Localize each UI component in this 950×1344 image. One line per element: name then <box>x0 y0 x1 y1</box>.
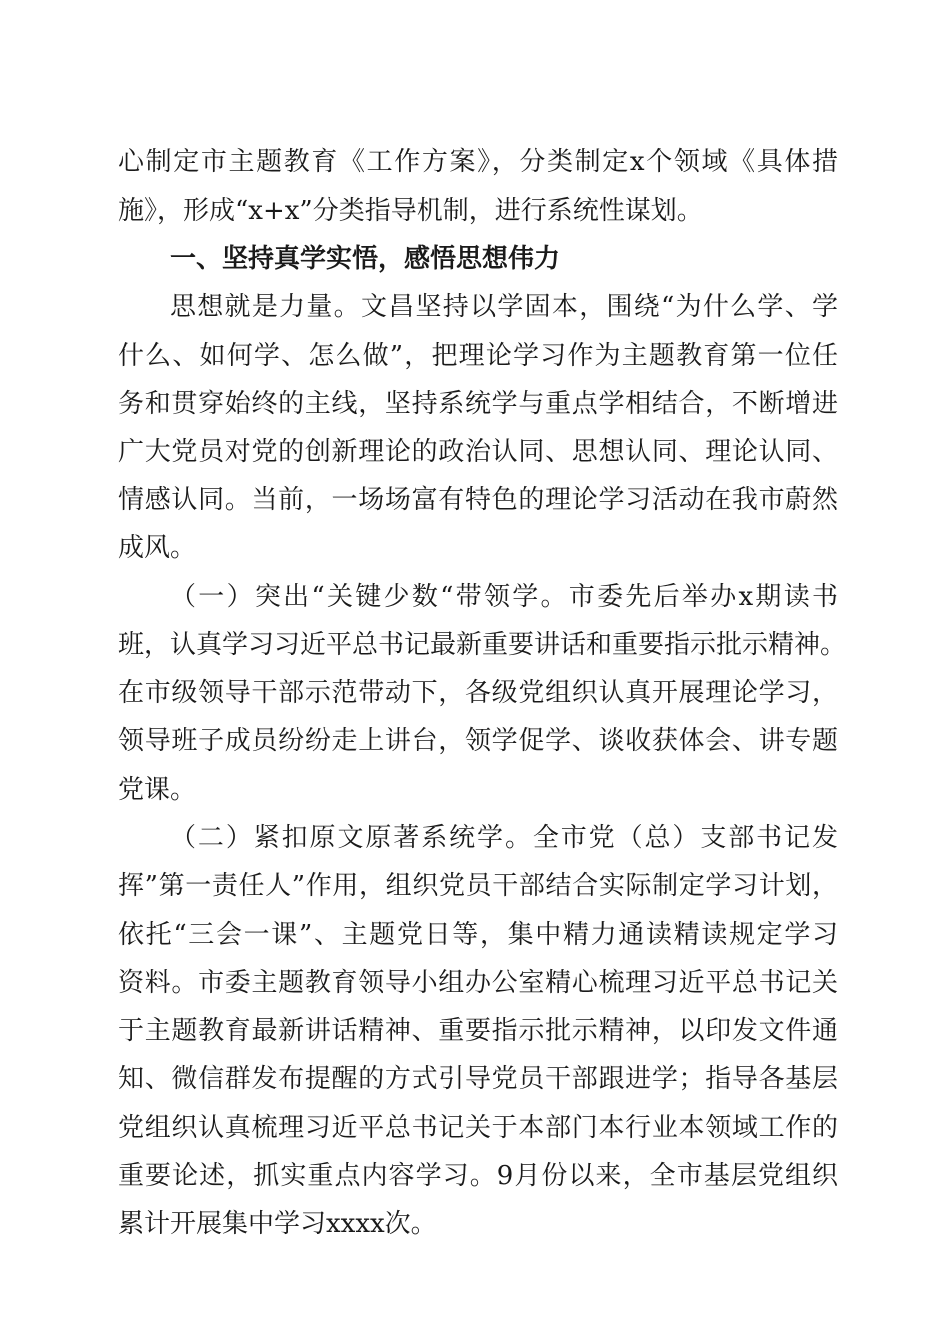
para1-line-4: 广大党员对党的创新理论的政治认同、思想认同、理论认同、 <box>118 437 838 467</box>
para3-line-4: 资料。市委主题教育领导小组办公室精心梳理习近平总书记关 <box>118 968 838 998</box>
para3-line-3: 依托“三会一课”、主题党日等，集中精力通读精读规定学习 <box>118 920 838 950</box>
para1-line-6: 成风。 <box>118 533 197 563</box>
intro-line-2: 施》，形成“x+x”分类指导机制，进行系统性谋划。 <box>118 196 703 226</box>
para3-line-9: 累计开展集中学习xxxx次。 <box>118 1209 437 1239</box>
para3-line-6: 知、微信群发布提醒的方式引导党员干部跟进学；指导各基层 <box>118 1064 838 1094</box>
para3-line-8: 重要论述，抓实重点内容学习。9月份以来，全市基层党组织 <box>118 1161 838 1191</box>
section-heading: 一、坚持真学实悟，感悟思想伟力 <box>170 244 561 274</box>
para2-line-5: 党课。 <box>118 775 197 805</box>
para1-line-2: 什么、如何学、怎么做”，把理论学习作为主题教育第一位任 <box>118 341 838 371</box>
para1-line-3: 务和贯穿始终的主线，坚持系统学与重点学相结合，不断增进 <box>118 389 838 419</box>
para2-line-2: 班，认真学习习近平总书记最新重要讲话和重要指示批示精神。 <box>118 630 847 660</box>
para3-line-7: 党组织认真梳理习近平总书记关于本部门本行业本领域工作的 <box>118 1113 838 1143</box>
para2-line-1: （一）突出“关键少数“带领学。市委先后举办x期读书 <box>170 582 838 612</box>
para3-line-1: （二）紧扣原文原著系统学。全市党（总）支部书记发 <box>170 823 838 853</box>
para3-line-2: 挥”第一责任人”作用，组织党员干部结合实际制定学习计划， <box>118 871 838 901</box>
para1-line-5: 情感认同。当前，一场场富有特色的理论学习活动在我市蔚然 <box>118 485 838 515</box>
para2-line-4: 领导班子成员纷纷走上讲台，领学促学、谈收获体会、讲专题 <box>118 726 838 756</box>
para3-line-5: 于主题教育最新讲话精神、重要指示批示精神，以印发文件通 <box>118 1016 838 1046</box>
para1-line-1: 思想就是力量。文昌坚持以学固本，围绕“为什么学、学 <box>170 292 838 322</box>
para2-line-3: 在市级领导干部示范带动下，各级党组织认真开展理论学习， <box>118 678 838 708</box>
intro-line-1: 心制定市主题教育《工作方案》，分类制定x个领域《具体措 <box>118 147 838 177</box>
